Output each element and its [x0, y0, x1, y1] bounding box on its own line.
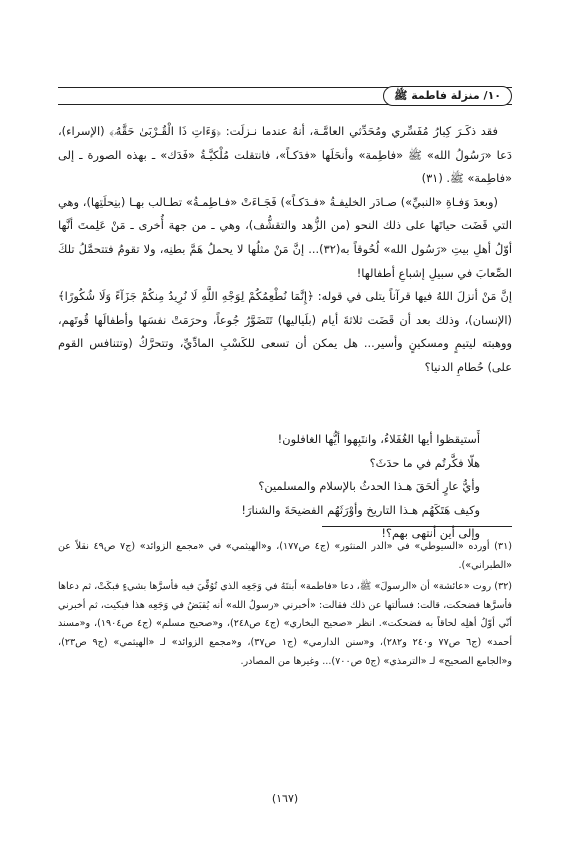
page-number: (١٦٧) [271, 792, 299, 805]
poem-line: وأيُّ عارٍ ألحَقَ هـذا الحدثُ بالإسلام والمسلمين؟ [258, 479, 480, 494]
poem-line: وإلى أين أنتهى بهم؟! [381, 526, 480, 541]
main-text [58, 120, 512, 380]
poem-block [150, 428, 480, 546]
footnote: (٣١) أورده «السيوطي» في «الدر المنثور» (ج٤ ص١٧٧)، و«الهيثمي» في «مجمع الزوائد» (ج٧ ص٤٩ نقلاً عن «الطبراني»). [58, 541, 512, 571]
footnotes [58, 538, 512, 674]
poem-line: وكيف هَتَكَهُم هـذا التاريخ وأوْرَثَهُم الفضيحَةَ والشنارَ! [241, 502, 480, 517]
running-title: ١٠/ منزلة فاطمة ﷺ [383, 86, 512, 106]
running-header [58, 87, 512, 105]
footnote-separator [322, 526, 512, 527]
paragraph: (وبعدَ وَفـاةِ «النبيِّ») صـادَر الخليفـةُ «فـدَكـاً») فَجَـاءَتْ «فـاطِمـةُ» تطـالب بهـا (بنِحلَتِها)، وهي التي قَضَت حياتَها على ذلك النحو (من الزُّهد والتقشُّف)، وهي ـ من جهة أُخرى ـ مَنْ عَلِمتَ أنَّها أوّلُ أهلِ بيتِ «رَسُول الله» لُحُوقاً به(٣٢)... إنَّ مَنْ مثلُها لا يحملُ هَمَّ بطنِه، ولا تقومُ فتتحمَّلُ تلكَ الصِّعابَ في سبيلِ إشباعِ أطفالها! [58, 194, 513, 280]
paragraph: إنَّ مَنْ أنزلَ اللهُ فيها قرآناً يتلى في قوله: ﴿إِنَّمَا نُطْعِمُكُمْ لِوَجْهِ اللَّهِ لَا نُرِيدُ مِنكُمْ جَزَآءً وَلَا شُكُورًا﴾ (الإنسان)، وذلك بعد أن قَضَت ثلاثةَ أيام (بلَياليها) تَتَضَوَّرُ جُوعاً، وحرَمَتْ نفسَها وأطفالَها قُوتَهم، ووهبته ليتيمٍ ومسكينٍ وأسير... هل يمكن أن تسعى للكَسْبِ المادِّيِّ، وتتحرَّكُ (وتتنافس القوم على) حُطامِ الدنيا؟ [58, 289, 512, 374]
poem-line: هلّا فكَّرتُم في ما حدَثَ؟ [369, 455, 480, 470]
poem-line: أَستيقظوا أيها الغُفَلاءُ، وانتَبِهوا أيُّها الغافلون! [277, 432, 480, 446]
paragraph: فقد ذكَـرَ كِبارُ مُفَسِّري ومُحَدِّثي العامَّـة، أنهُ عندما نـزلَت: ﴿وَءَاتِ ذَا الْقُـرْبَىٰ حَقَّهُۥ﴾ (الإسراء)، دَعا «رَسُولُ الله» ﷺ «فاطِمة» وأنحَلَها «فدَكـاً»، فانتقلت مُلْكيَّـةُ «فَدَك» ـ بهذه الصورة ـ إلى «فاطِمة» ﷺ. (٣١) [58, 124, 512, 186]
footnote: (٣٢) روت «عائشة» أن «الرسولَ» ﷺ، دعا «فاطمة» أبنتَهُ في وَجَعِه الذي تُوُفِّيَ فيه فأسرَّها بشيءٍ فبكَتْ، ثم دعاها فأسرَّها فضحكت، قالت: فسألتها عن ذلك فقالت: «أخبرني «رسولُ الله» أنه يُقبَضُ في وَجَعِه هذا فبكيت، ثم أخبرني أنّي أوّلُ أهلِه لحاقاً به فضحكت». انظر «صحيح البخاري» (ج٤ ص٢٤٨)، و«صحيح مسلم» (ج٤ ص١٩٠٤)، و«مسند أحمد» (ج٦ ص٧٧ و٢٤٠ و٢٨٢)، و«سنن الدارمي» (ج١ ص٣٧)، و«مجمع الزوائد» لـ «الهيثمي» (ج٩ ص٢٣)، و«الجامع الصحيح» لـ «الترمذي» (ج٥ ص٧٠٠)... وغيرها من المصادر. [58, 581, 512, 667]
